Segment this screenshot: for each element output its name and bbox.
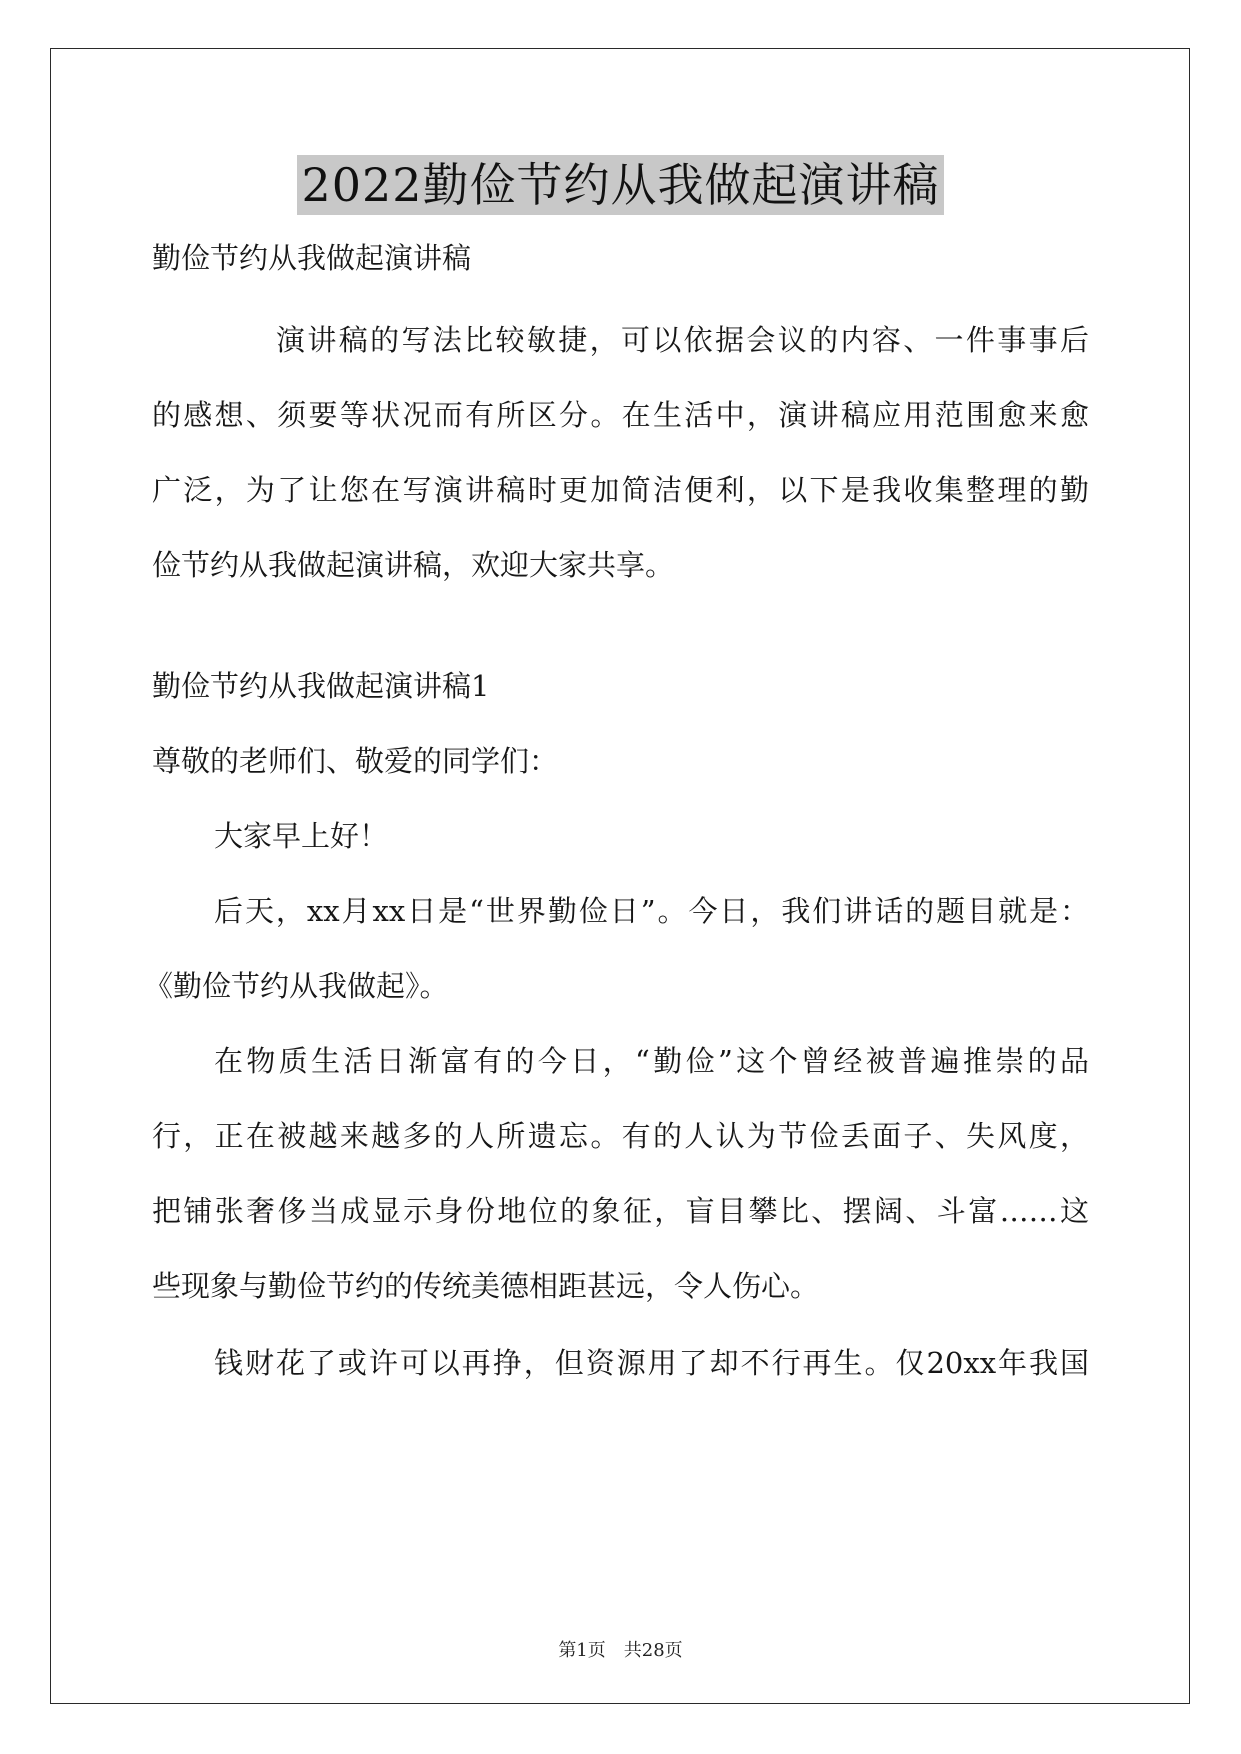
paragraph-line: 把铺张奢侈当成显示身份地位的象征，盲目攀比、摆阔、斗富……这 <box>152 1194 1089 1228</box>
page-border <box>50 48 1190 1704</box>
paragraph-line: 俭节约从我做起演讲稿，欢迎大家共享。 <box>152 548 675 582</box>
document-title: 2022勤俭节约从我做起演讲稿 <box>297 155 943 215</box>
paragraph-line: 些现象与勤俭节约的传统美德相距甚远，令人伤心。 <box>152 1269 820 1303</box>
paragraph-line: 广泛，为了让您在写演讲稿时更加简洁便利，以下是我收集整理的勤 <box>152 473 1089 507</box>
paragraph-line: 演讲稿的写法比较敏捷，可以依据会议的内容、一件事事后 <box>276 323 1089 357</box>
paragraph-line: 《勤俭节约从我做起》。 <box>144 969 449 1003</box>
paragraph-line: 钱财花了或许可以再挣，但资源用了却不行再生。仅20xx年我国 <box>214 1346 1089 1380</box>
paragraph-line: 的感想、须要等状况而有所区分。在生活中，演讲稿应用范围愈来愈 <box>152 398 1089 432</box>
salutation: 尊敬的老师们、敬爱的同学们： <box>152 744 559 778</box>
title-container <box>0 155 1241 215</box>
section-heading: 勤俭节约从我做起演讲稿1 <box>152 669 490 703</box>
greeting: 大家早上好！ <box>214 819 389 853</box>
paragraph-line: 在物质生活日渐富有的今日，“勤俭”这个曾经被普遍推崇的品 <box>214 1044 1089 1078</box>
subtitle-line: 勤俭节约从我做起演讲稿 <box>152 241 472 275</box>
page-number: 第1页 共28页 <box>558 1640 683 1661</box>
paragraph-line: 后天，xx月xx日是“世界勤俭日”。今日，我们讲话的题目就是： <box>214 894 1089 928</box>
paragraph-line: 行，正在被越来越多的人所遗忘。有的人认为节俭丢面子、失风度， <box>152 1119 1089 1153</box>
